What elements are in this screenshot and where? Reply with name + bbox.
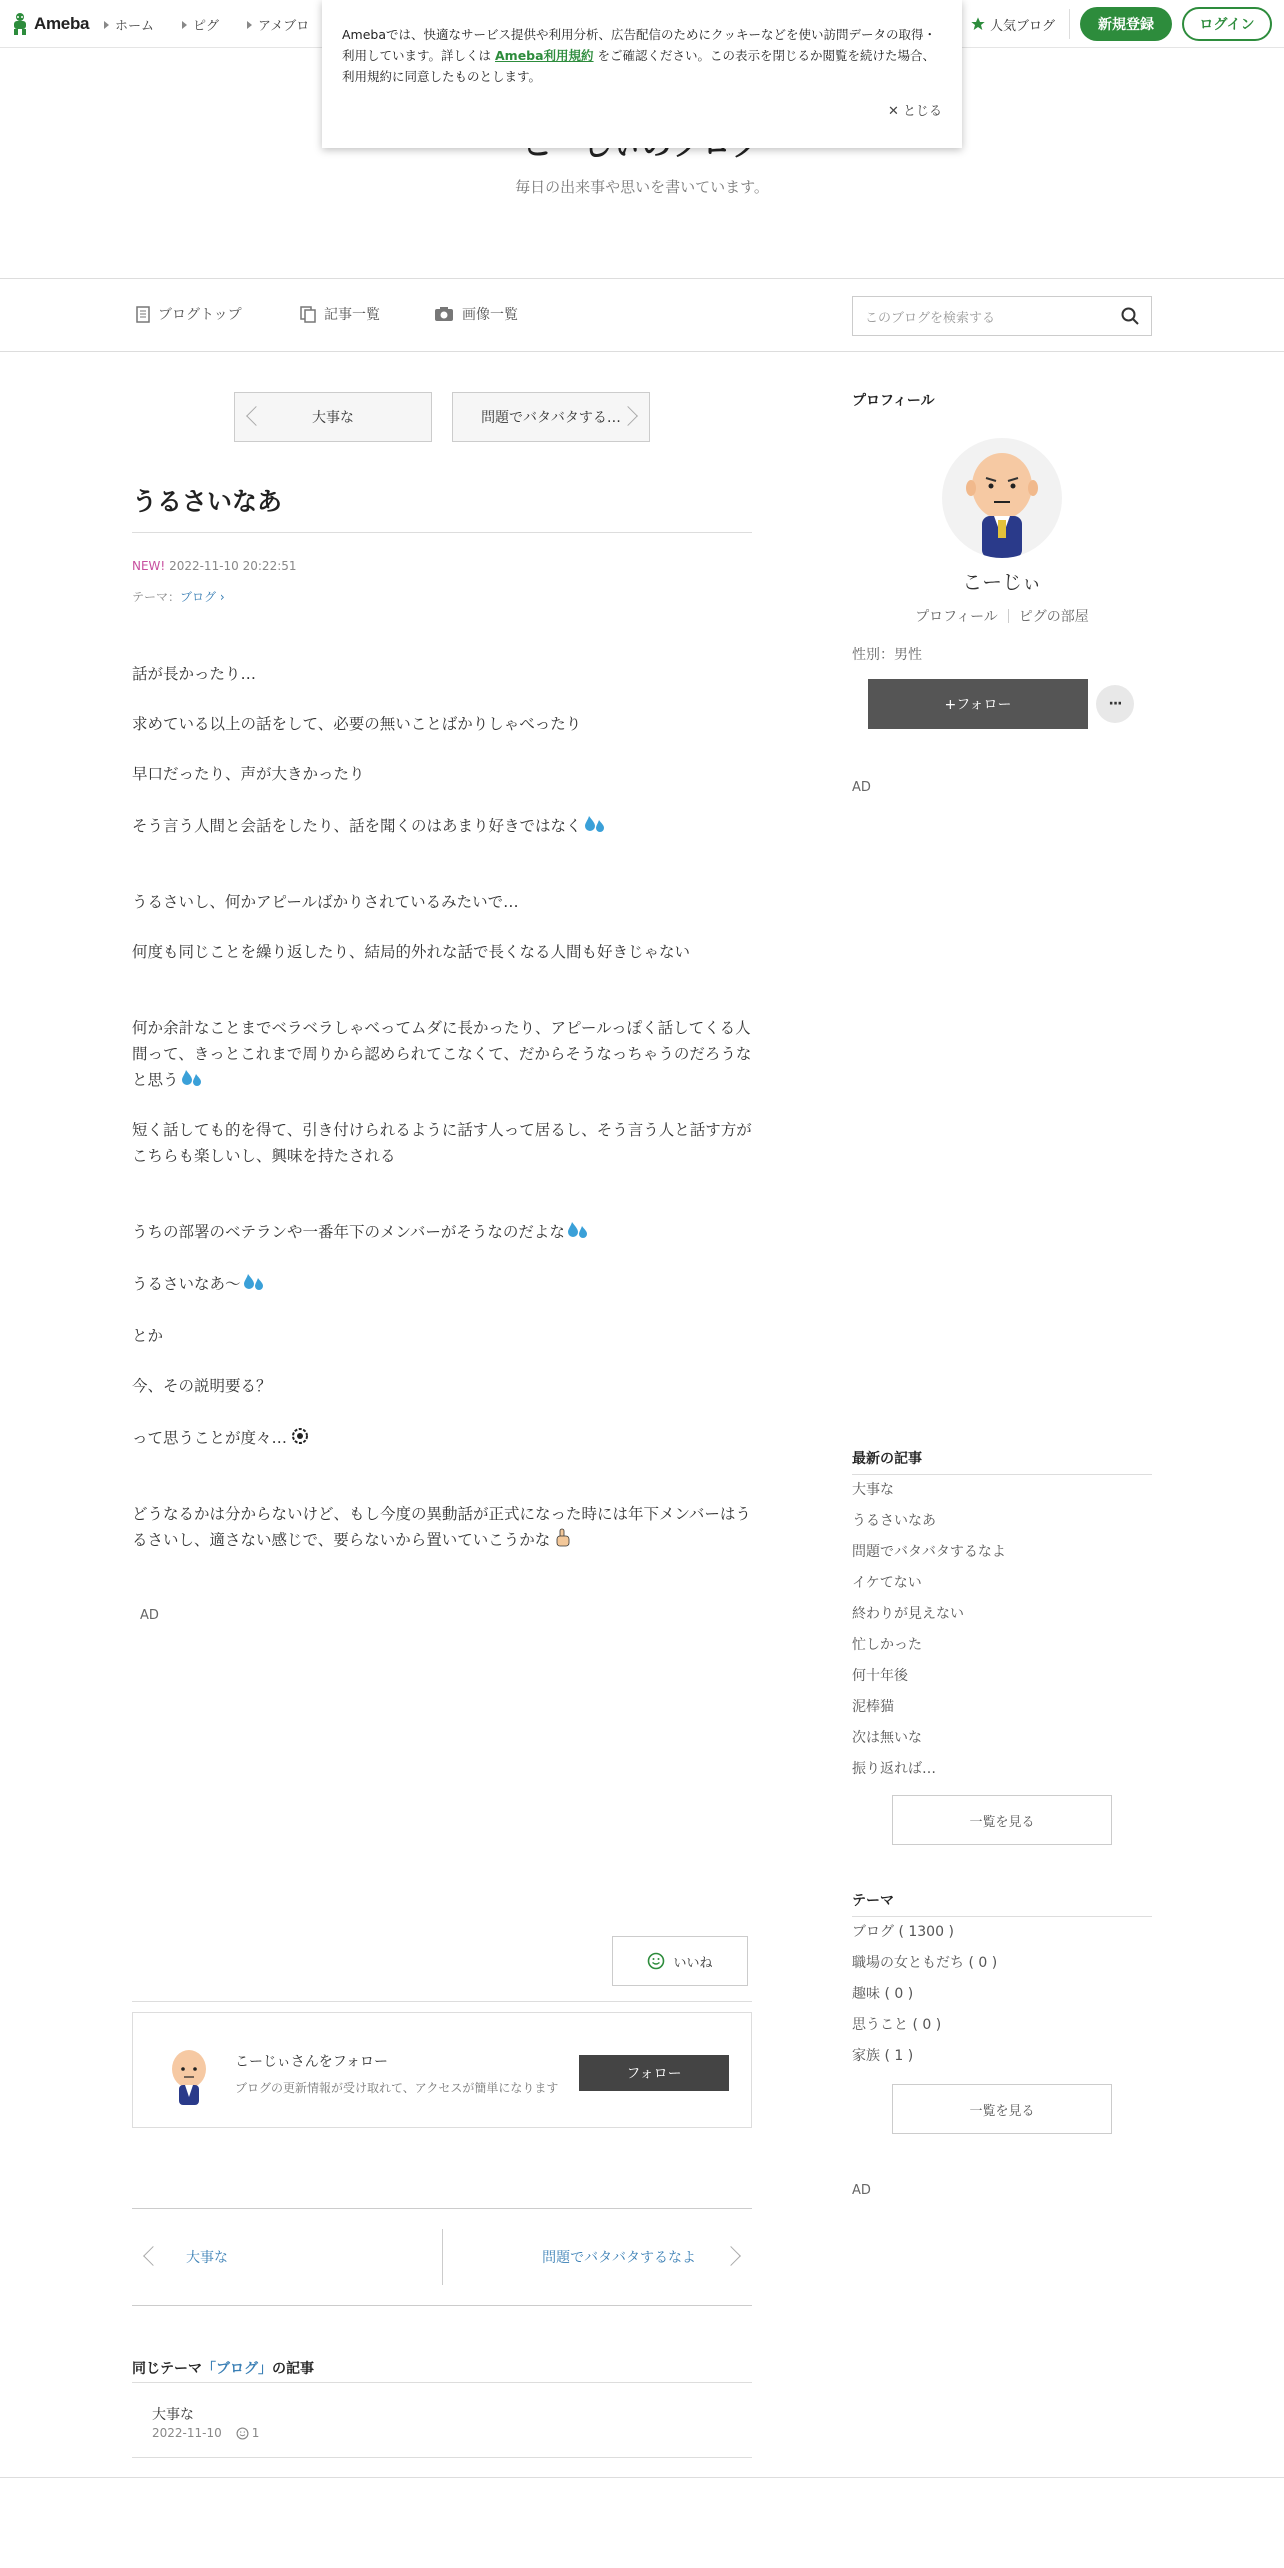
ameba-logo-icon: [10, 12, 30, 36]
article-paragraph: どうなるかは分からないけど、もし今度の異動話が正式になった時には年下メンバーはうるさいし、適さない感じで、要らないから置いていこうかな: [132, 1505, 751, 1549]
chevron-right-icon: [618, 406, 638, 426]
follow-box-subtitle: ブログの更新情報が受け取れて、アクセスが簡単になります: [235, 2081, 559, 2095]
ameba-logo[interactable]: [10, 12, 89, 36]
article-paragraph: そう言う人間と会話をしたり、話を聞くのはあまり好きではなく: [132, 817, 582, 835]
article-paragraph: 早口だったり、声が大きかったり: [132, 765, 365, 783]
divider: [132, 2382, 752, 2383]
separator: [1008, 609, 1009, 623]
prev-article-button[interactable]: [234, 392, 432, 442]
theme-link[interactable]: ブログ ›: [180, 590, 225, 604]
top-right: [970, 7, 1272, 41]
cookie-close-label: とじる: [902, 104, 942, 119]
cookie-text-2: をご確認ください。この表示を閉じるか閲覧を続けた場合、利用規約に同意したものとします。: [342, 48, 936, 84]
triangle-icon: [182, 21, 187, 29]
blog-top-label: ブログトップ: [158, 307, 242, 323]
profile-name[interactable]: こーじぃ: [962, 570, 1042, 594]
bottom-next-link[interactable]: 問題でバタバタするなよ: [542, 2250, 696, 2266]
profile-gender: 性別：男性: [852, 647, 922, 663]
recent-article-item[interactable]: 振り返れば…: [852, 1761, 936, 1777]
scribble-icon: [289, 1426, 311, 1446]
article-paragraph: 求めている以上の話をして、必要の無いことばかりしゃべったり: [132, 715, 582, 733]
see-all-themes-button[interactable]: 一覧を見る: [892, 2084, 1112, 2134]
theme-list: [852, 1917, 1152, 2072]
article-title[interactable]: うるさいなあ: [132, 487, 283, 516]
recent-article-item[interactable]: 問題でバタバタするなよ: [852, 1544, 1006, 1560]
article-paragraph-with-emoji: [132, 1219, 752, 1245]
same-theme-item-title[interactable]: 大事な: [152, 2407, 194, 2423]
theme-link-label: ブログ: [180, 590, 217, 604]
article-paragraph-with-emoji: [132, 1501, 752, 1553]
bottom-pager: [132, 2208, 752, 2306]
recent-article-item[interactable]: 泥棒猫: [852, 1699, 894, 1715]
article-paragraph-with-emoji: [132, 813, 752, 839]
bottom-prev-link[interactable]: 大事な: [186, 2250, 228, 2266]
logo-text: Ameba: [34, 14, 90, 33]
article-paragraph-with-emoji: [132, 1271, 752, 1297]
recent-article-item[interactable]: うるさいなあ: [852, 1513, 936, 1529]
recent-article-item[interactable]: 何十年後: [852, 1668, 908, 1684]
pigg-room-link[interactable]: ピグの部屋: [1018, 609, 1089, 625]
image-list-label: 画像一覧: [462, 307, 518, 323]
theme-heading: テーマ: [852, 1893, 894, 1909]
blog-nav: [0, 280, 1284, 352]
nav-ameblo[interactable]: [247, 15, 309, 34]
star-icon: [970, 16, 986, 32]
smile-icon: [236, 2427, 249, 2440]
recent-article-item[interactable]: 終わりが見えない: [852, 1606, 964, 1622]
profile-avatar[interactable]: [942, 438, 1062, 558]
triangle-icon: [247, 21, 252, 29]
blog-top-link[interactable]: [136, 304, 242, 324]
copy-icon: [300, 306, 316, 323]
register-button[interactable]: 新規登録: [1080, 7, 1172, 41]
theme-item[interactable]: 趣味 ( 0 ): [852, 1986, 914, 2002]
recent-articles-list: [852, 1475, 1152, 1785]
chevron-left-icon: [246, 406, 266, 426]
same-theme-prefix: 同じテーマ: [132, 2361, 202, 2377]
profile-link[interactable]: プロフィール: [915, 609, 998, 625]
article-paragraph: 話が長かったり…: [132, 665, 257, 683]
divider: [0, 278, 1284, 279]
image-list-link[interactable]: [434, 304, 518, 324]
theme-item[interactable]: 思うこと ( 0 ): [852, 2017, 942, 2033]
article-theme: [132, 588, 225, 605]
like-count-value: 1: [251, 2426, 260, 2440]
theme-item[interactable]: 職場の女ともだち ( 0 ): [852, 1955, 998, 1971]
profile-heading: プロフィール: [852, 393, 935, 409]
profile-links: [852, 606, 1152, 626]
avatar: [942, 438, 1062, 558]
see-all-articles-button[interactable]: 一覧を見る: [892, 1795, 1112, 1845]
article-list-link[interactable]: [300, 304, 380, 324]
sweat-drops-icon: [243, 1272, 265, 1292]
follow-button[interactable]: フォロー: [579, 2055, 729, 2091]
follow-box-title: こーじぃさんをフォロー: [235, 2054, 389, 2070]
same-theme-suffix: の記事: [272, 2361, 314, 2377]
ad-label: AD: [852, 780, 871, 795]
article-paragraph: って思うことが度々…: [132, 1429, 288, 1447]
search-icon[interactable]: [1121, 307, 1139, 325]
smile-icon: [647, 1952, 665, 1970]
new-badge: NEW!: [132, 559, 166, 573]
sweat-drops-icon: [584, 814, 606, 834]
sweat-drops-icon: [567, 1220, 589, 1240]
prev-article-label: 大事な: [312, 410, 354, 426]
follow-box: [132, 2012, 752, 2128]
cookie-banner: [322, 0, 962, 148]
ad-label: AD: [140, 1608, 159, 1623]
article-paragraph: とか: [132, 1327, 164, 1345]
article-paragraph: うるさいし、何かアピールばかりされているみたいで…: [132, 893, 519, 911]
article-paragraph-with-emoji: [132, 1015, 752, 1093]
recent-article-item[interactable]: イケてない: [852, 1575, 922, 1591]
chevron-left-icon: [143, 2246, 163, 2266]
recent-article-item[interactable]: 次は無いな: [852, 1730, 922, 1746]
triangle-icon: [104, 21, 109, 29]
blog-search-input[interactable]: [852, 296, 1152, 336]
divider: [442, 2229, 443, 2285]
recent-heading: 最新の記事: [852, 1451, 922, 1467]
recent-article-item[interactable]: 大事な: [852, 1482, 894, 1498]
nav-pigg-label: ピグ: [193, 19, 220, 34]
sidebar-follow-button[interactable]: +フォロー: [868, 679, 1088, 729]
sweat-drops-icon: [181, 1068, 203, 1088]
login-button[interactable]: ログイン: [1182, 7, 1272, 41]
popular-blog-link[interactable]: [970, 9, 1070, 39]
search-placeholder: このブログを検索する: [865, 310, 996, 326]
theme-prefix: テーマ：: [132, 590, 181, 604]
article-paragraph: 短く話しても的を得て、引き付けられるように話す人って居るし、そう言う人と話す方がこちらも楽しいし、興味を持たされる: [132, 1121, 752, 1165]
next-article-button[interactable]: [452, 392, 650, 442]
ad-label: AD: [852, 2183, 871, 2198]
same-theme-item-meta: [152, 2426, 259, 2440]
article-paragraph: 今、その説明要る？: [132, 1377, 272, 1395]
document-icon: [136, 306, 150, 323]
article-paragraph: うるさいなあ～: [132, 1275, 241, 1293]
like-count: [236, 2426, 260, 2440]
terms-link[interactable]: Ameba利用規約: [495, 48, 594, 63]
divider: [0, 2477, 1284, 2478]
article-paragraph: うちの部署のベテランや一番年下のメンバーがそうなのだよな: [132, 1223, 565, 1241]
same-theme-link[interactable]: 「ブログ」: [202, 2361, 272, 2377]
camera-icon: [434, 306, 454, 322]
pointing-hand-icon: [552, 1528, 574, 1548]
divider: [0, 351, 1284, 352]
nav-home-label: ホーム: [115, 19, 155, 34]
cookie-text-1: Amebaでは、快適なサービス提供や利用分析、広告配信のためにクッキーなどを使い訪問データの取得・利用しています。詳しくは: [342, 27, 937, 63]
like-label: いいね: [673, 1955, 713, 1971]
same-theme-item-date: 2022-11-10: [152, 2426, 222, 2440]
avatar: [161, 2047, 217, 2107]
blog-description: 毎日の出来事や思いを書いています。: [515, 178, 769, 196]
cookie-close-button[interactable]: ✕ とじる: [887, 104, 942, 119]
like-button[interactable]: [612, 1936, 748, 1986]
same-theme-heading: [132, 2358, 314, 2378]
article-paragraph-with-emoji: [132, 1425, 752, 1451]
article-list-label: 記事一覧: [324, 307, 380, 323]
divider: [132, 532, 752, 533]
next-article-label: 問題でバタバタする…: [481, 410, 621, 426]
theme-item[interactable]: ブログ ( 1300 ): [852, 1924, 954, 1940]
more-options-button[interactable]: ···: [1096, 685, 1134, 723]
divider: [132, 2457, 752, 2458]
article-paragraph: 何度も同じことを繰り返したり、結局的外れな話で長くなる人間も好きじゃない: [132, 943, 691, 961]
theme-item[interactable]: 家族 ( 1 ): [852, 2048, 914, 2064]
divider: [132, 2001, 752, 2002]
top-nav: [104, 15, 309, 34]
article-paragraph: 何か余計なことまでベラベラしゃべってムダに長かったり、アピールっぽく話してくる人間って、きっとこれまで周りから認められてこなくて、だからそうなっちゃうのだろうなと思う: [132, 1019, 752, 1089]
nav-pigg[interactable]: [182, 15, 219, 34]
popular-label: 人気ブログ: [989, 18, 1055, 34]
nav-ameblo-label: アメブロ: [258, 19, 310, 34]
chevron-right-icon: [721, 2246, 741, 2266]
article-datetime: 2022-11-10 20:22:51: [169, 559, 297, 573]
article-meta: [132, 559, 297, 573]
nav-home[interactable]: [104, 15, 154, 34]
recent-article-item[interactable]: 忙しかった: [852, 1637, 922, 1653]
